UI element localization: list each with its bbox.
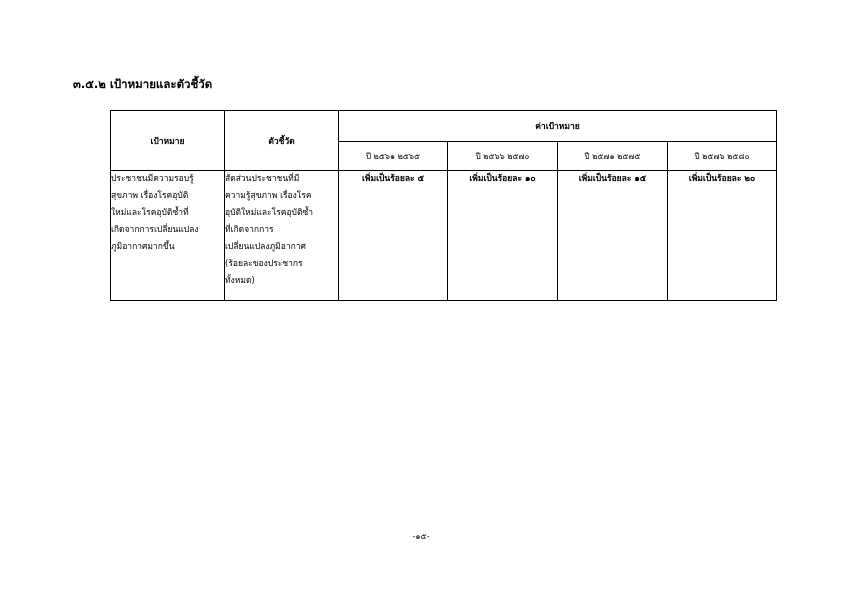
indicator-line: สัดส่วนประชาชนที่มี: [225, 174, 300, 184]
table-row: [111, 171, 777, 301]
target-value-cell: เพิ่มเป็นร้อยละ ๒๐: [668, 171, 777, 301]
target-value-cell: เพิ่มเป็นร้อยละ ๑๐: [448, 171, 558, 301]
indicator-line: (ร้อยละของประชากร: [225, 259, 303, 269]
goal-column-header: เป้าหมาย: [111, 111, 225, 171]
targets-table: [110, 110, 777, 301]
table-header-row: [111, 111, 777, 142]
indicator-column-header: ตัวชี้วัด: [225, 111, 339, 171]
indicator-line: ทั้งหมด): [225, 276, 255, 286]
indicator-cell: [225, 171, 339, 301]
year-header: ปี ๒๕๗๖ ๒๕๘๐: [668, 142, 777, 171]
target-column-header: ค่าเป้าหมาย: [339, 111, 777, 142]
indicator-line: ความรู้สุขภาพ เรื่องโรค: [225, 191, 312, 201]
goal-line: เกิดจากการเปลี่ยนแปลง: [111, 225, 199, 235]
section-heading: ๓.๕.๒ เป้าหมายและตัวชี้วัด: [73, 77, 213, 91]
target-value-cell: เพิ่มเป็นร้อยละ ๕: [339, 171, 448, 301]
indicator-line: อุบัติใหม่และโรคอุบัติซ้ำ: [225, 208, 314, 218]
page-number: -๑๕-: [412, 532, 430, 541]
goal-line: สุขภาพ เรื่องโรคอุบัติ: [111, 191, 189, 201]
goal-line: ภูมิอากาศมากขึ้น: [111, 242, 175, 252]
indicator-line: เปลี่ยนแปลงภูมิอากาศ: [225, 242, 306, 252]
goal-cell: [111, 171, 225, 301]
indicator-line: ที่เกิดจากการ: [225, 225, 274, 235]
goal-line: ประชาชนมีความรอบรู้: [111, 174, 194, 184]
target-value-cell: เพิ่มเป็นร้อยละ ๑๕: [558, 171, 668, 301]
goal-line: ใหม่และโรคอุบัติซ้ำที่: [111, 208, 189, 218]
year-header: ปี ๒๕๗๑ ๒๕๗๕: [558, 142, 668, 171]
year-header: ปี ๒๕๖๖ ๒๕๗๐: [448, 142, 558, 171]
year-header: ปี ๒๕๖๑ ๒๕๖๕: [339, 142, 448, 171]
